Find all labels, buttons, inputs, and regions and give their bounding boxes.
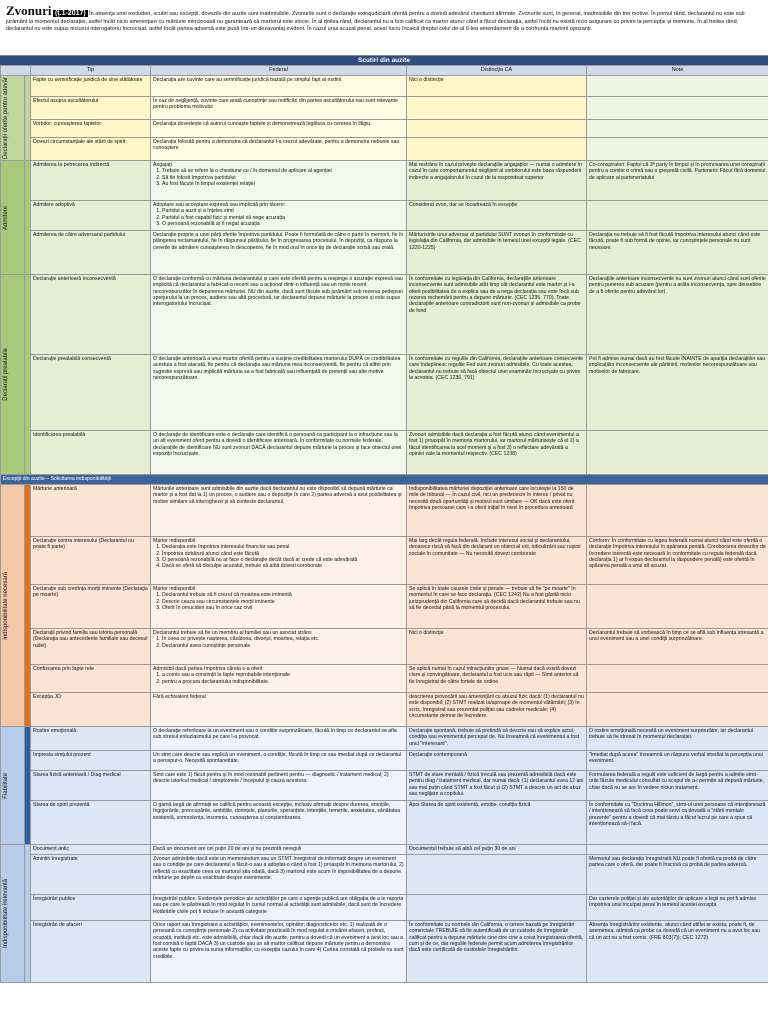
cell-federal: Mărturiile anterioare sunt admisibile din auzite dacă declarantul nu este disponibil să depună mărturie ca martor și a fost dat la 1) un proces, o audiere sau o depoziție în care 2) partea adversă a avut posibilitatea și motive similare să interogheze și să conteste declarantul. (151, 485, 407, 537)
table-row (1, 665, 768, 693)
cell-note: Conform: În conformitate cu legea federală numai atunci când este oferită o declarație împotriva interesului în apărarea penală. Coroborarea dovezilor de încredere inerentă este necesară în conformitate cu regula federală dacă declarația 1) ar fi expus declarantul la răspundere penală) este oferită în apărarea penală a unui alt acuzat. (587, 537, 768, 585)
cell-ca: STMT de stare mentală / fizică trecută sau prezentă admisibilă dacă este pentru diag / tratament medical, dar numai dacă: (1) declarantul avea 12 ani sau mai puțin când STMT a fost făcut și (2) STMT a descris un act de abuz sau neglijare a copilului. (407, 771, 587, 801)
category-text: Admitere (3, 205, 9, 230)
table-row (1, 161, 768, 201)
cell-federal: Orice raport sau înregistrare a activităților, evenimentelor, opiniilor, diagnosticelor etc. 1) realizată de o persoană cu cunoștințe personale 2) ca activitate practicată în mod regulat a oricărei afaceri, profesii, ocupații, instituții etc. este admisibilă, chiar dacă din auzite, pentru a dovedi că un eveniment a avut loc sau a fost comisă o faptă DACĂ 3) un custode sau un alt martor calificat depune mărturie pentru a demonstra aceste fapte cu privire la sursa informațiilor, cu excepția cazului în care 4) Curtea constată că probele nu sunt credibile. (151, 921, 407, 983)
cell-federal-item: 2. Să fie folosit împotriva partidului (162, 175, 404, 181)
table-row (1, 201, 768, 231)
cell-ca (407, 137, 587, 160)
cell-note: În conformitate cu "Doctrina Hillmon", stmt-ul unei persoane că intenționează / intenționează să facă ceva poate servi ca dovadă a "stării mentale prezente" pentru a dovedi că mai târziu a făcut lucrul pe care a spus că intenționează să-l facă. (587, 801, 768, 845)
cell-ca (407, 895, 587, 921)
table-row (1, 137, 768, 160)
table-row (1, 485, 768, 537)
cell-federal: O declarație de identificare este o declarație care identifică o persoană ca participant la o infracțiune sau la un alt eveniment oferit pentru a dovedi o identificare anterioară. În conformitate cu normele federale, declarațiile de identificare NU sunt zvonuri DACĂ declarantul depune mărturie la proces și face obiectul unei expoziții încrucișate. (151, 431, 407, 475)
cell-federal-item: 2. pentru a procura declarantului indisponibilitate. (162, 679, 404, 685)
category-label (1, 845, 25, 983)
cell-note: Memoriul sau declarația înregistrată NU poate fi oferită ca probă de către partea care o oferă, dar poate fi înscrisă ca probă de partea adversă. (587, 855, 768, 895)
cell-tip: Vorbitor: cunoașterea faptelor (31, 120, 151, 138)
cell-tip: Document antic (31, 845, 151, 855)
table-row (1, 76, 768, 97)
cell-federal: Un stmt care descrie sau explică un eveniment, o condiție, făcută în timp ce sau imediat după ce declarantul a perceput-o. Necesită spontaneitate. (151, 751, 407, 771)
page-title: Zvonuri (6, 3, 52, 18)
cell-ca: Declarație spontană, trebuie să pretindă să descrie sau să explice actul, condiția sau evenimentul perceput de. Nu înseamnă că evenimentul a fost unul "interesant". (407, 727, 587, 751)
cell-federal-item: 1. Partidul a auzit și a înțeles stmt (162, 208, 404, 214)
cell-federal-item: 1. În ceea ce privește nașterea, căsătoria, divorțul, moartea, relația etc. (162, 636, 404, 642)
cell-federal: Declarația dovedește că autorul cunoaște faptele și demonstrează legătura cu cererea în litigiu (151, 120, 407, 138)
cell-ca: Se aplică numai în cazul infracțiunilor grave — Numai dacă există dovezi clare și convingătoare, declarantul a fost ucis sau răpit — Stmt anterior să fie înregistrat de către fortele de ordine (407, 665, 587, 693)
cell-note: Declarația nu trebuie să fi fost făcută împotriva interesului atunci când este făcută, poate fi sub formă de opinie, iar cunoștințele personale nu sunt necesare. (587, 231, 768, 275)
table-row (1, 895, 768, 921)
cell-tip: Mărturie anterioară (31, 485, 151, 537)
cell-tip: Confiscarea prin fapte rele (31, 665, 151, 693)
cell-note: Formularea federală a regulii este suficient de largă pentru a admite stmt-urile făcute medicului consultat cu scopul de a-i permite să depună mărturie, chiar dacă nu se are în vedere niciun tratament. (587, 771, 768, 801)
cell-tip: Declarație anterioară inconsecventă (31, 275, 151, 355)
table-row (1, 727, 768, 751)
table-row (1, 629, 768, 665)
cell-ca: Se aplică în toate cauzele civile și penale — trebuie să fie "pe moarte" în momentul în care se face declarația. (CEC 1242) Nu a fost găsită nicio jurisprudență din California care să decidă dacă declarantul trebuie sau nu să fie decedat până la momentul procesului. (407, 585, 587, 629)
cell-note: Absența înregistrărilor existente, atunci când atitlei ar exista, poate fi, de asemenea, admisă ca probe ca dovadă că un eveniment nu a avut loc sau că un act nu a fost comis. (FRE 803(7)); CEC 1272) (587, 921, 768, 983)
cell-federal-item: 4. Dacă se oferă să disculpe acuzatul, trebuie să aibă dovezi coroborate (162, 563, 404, 569)
cell-federal: În caz de neglijență, cuvinte care arată cunoștințe sau notificări din partea ascultătorului sau sunt relevante pentru problema motivului (151, 96, 407, 119)
intro-text: În absența unei excluderi, scutiri sau excepții, dovezile din auzite sunt inadmisibile. Zvonurile sunt o declarație extrajudiciară oferită pentru a dovedi adevărul chestiunii afirmate. Zvonurile sunt, în general, inadmisibile din trei motive. În primul rând, declarantul nu este sub jurământ la momentul declarației, astfel încât nicio amenințare cu mărturie mincinoasă nu garantează că martorul este sincer. În al doilea rând, declarantul nu a fost calificat ca martor atunci când a făcut declarația, astfel încât nu există nicio asigurare cu privire la percepție și memorie. În al treilea rând, declarantul nu este supus niciunui interogatoriu încrucișat, astfel încât partea adversă este pusă într-un dezavantaj evident. În cazul unui acuzat penal, acest lucru încalcă dreptul celui de-al 6-lea amendament de a confrunta martorii opozanți. (6, 11, 745, 33)
col-tip: Tip (31, 66, 151, 76)
table-row (1, 537, 768, 585)
table-row (1, 771, 768, 801)
cell-tip: Starea de spirit prezentă (31, 801, 151, 845)
cell-ca: Mai larg decât regula federală. Include interesul social și declarantului, deoarece riscă să facă din declarant un obiect al urii, ridiculizării sau rușinii sociale în comunitate — Nu necesită dovezi coroborate (407, 537, 587, 585)
cell-tip: Dovezi circumstanțiale ale stării de spirit (31, 137, 151, 160)
cell-note (587, 96, 768, 119)
cell-federal: Declarația are cuvinte care au semnificație juridică bazată pe simplul fapt al rostirii. (151, 76, 407, 97)
cell-ca: Declarație contemporană (407, 751, 587, 771)
category-text: Fiabilitate (3, 772, 9, 799)
cell-federal: O declarație anterioară a unui martor oferită pentru a susține credibilitatea martorului DUPĂ ce credibilitatea acestuia a fost atacată, fie pentru că declarația sau mărturia mea inconsecventă, fie pentru că altfel prin sugestie expresă sau implicită mărturia sa a fost fabricată sau influențată de pretenții sau alte motive necorespunzătoare. (151, 355, 407, 431)
cell-ca: Zvonuri admisibile dacă declarația a fost făcută atunci când evenimentul a fost 1) proaspăt în memoria martorului, iar martorul mărturisește că el 2) a făcut identificarea la acel moment și a fost 3) o reflectare adevărată a opiniei sale la momentul respectiv. (CEC 1238) (407, 431, 587, 475)
header (0, 0, 768, 56)
cell-ca (407, 855, 587, 895)
cell-note: Declarantul trebuie să vorbească în timp ce se află sub influența stresantă a unui eveniment sau a unei condiții surprinzătoare. (587, 629, 768, 665)
cell-ca: descrierea provocării sau amenințării cu abuzul fizic dacă: (1) declarantul nu este disponibil; (2) STMT realizat la/aproape de momentul vătămării; (3) în scris, înregistrat sau prezentat poliției sau cadrelor medicale; (4) circumstanțe demne de încredere. (407, 693, 587, 727)
cell-federal-item: 2. Descrie cauza sau circumstanțele morții iminente (162, 599, 404, 605)
cell-tip: Declarație prealabilă consecventă (31, 355, 151, 431)
table-row (1, 355, 768, 431)
cell-note: "Imediat după aceea" înseamnă un răspuns verbal imediat la percepția unui eveniment. (587, 751, 768, 771)
section-subheader: Excepții din auzite – Solicitarea indisponibilității (1, 475, 768, 485)
cell-tip: Admiterea de către adversarul partidului (31, 231, 151, 275)
table-row (1, 231, 768, 275)
cell-ca: Indisponibilitatea mărturiei depoziției anterioare care locuiește la 150 de mile de tribunal — În cazul civil, nici un predecesor în interes / privat nu necesită două oportunități și motivul sunt similare — OK dacă este oferit împotriva persoanei care l-a oferit inițial în nivel în procedura anterioară (407, 485, 587, 537)
cell-note (587, 485, 768, 537)
cell-ca: Apoi Starea de spirit existentă, emoție, condiția fizică (407, 801, 587, 845)
cell-ca: Considerat zvon, dar se încadrează în excepție (407, 201, 587, 231)
cell-note: Pot fi admise numai dacă au fost făcute ÎNAINTE de apariția declarațiilor sau implicațiilor inconsecvente ale pârtinirii, motivelor necorespunzătoare sau motivelor de fabricare. (587, 355, 768, 431)
cell-tip: Declarație sub credința morții iminente (Declarația pe moarte) (31, 585, 151, 629)
cell-note (587, 585, 768, 629)
cell-federal: O gamă largă de afirmații se califică pentru această excepție, inclusiv afirmații despre durerea, emoțiile, îngrijorările, preocupările, ambițiile, dorințele, planurile, speranțele, intențiile, temerile, anxietatea, sănătatea existentă, somnolența, insomnia, cunoașterea și conștientizarea. (151, 801, 407, 845)
col-federal: Federal (151, 66, 407, 76)
cell-tip: Declarație contra interesului (Declarantul nu poate fi parte) (31, 537, 151, 585)
cell-tip: Starea fizică anterioară / Diag medical (31, 771, 151, 801)
year-badge: (ţ.1-2017) (54, 10, 86, 17)
table-row (1, 275, 768, 355)
cell-ca: Documentul trebuie să aibă cel puțin 30 de ani (407, 845, 587, 855)
cell-ca: În conformitate cu legislația din California, declarațiile anterioare inconsecvente sunt admisibile atât timp cât declarantul este martor și i-a oferit posibilitatea de a explica sau de a nega declarația sau este încă sub rezerva rechemării pentru a depune mărturie. (CEC 1235, 770). Toate declarațiile anterioare contradictorii sunt non-zvonuri și admisibile ca probe de fond (407, 275, 587, 355)
cell-federal: O declarație conformă cu mărturia declarantului și care este oferită pentru a respinge o acuzație expresă sau implicită că declarantul a fabricat-o recent sau a acționat dintr-o influență sau un motiv recent necorespunzător în depunerea mărturiei. NU din auzite, dacă sunt făcute sub jurământ sub rezerva pedepsei sperjurului la un proces, audiere sau altă procedură, iar declarantul depune mărturie la proces și este supus interogatoriului încrucișat. (151, 275, 407, 355)
col-note: Note (587, 66, 768, 76)
cell-tip: Efectul asupra ascultătorului (31, 96, 151, 119)
cell-federal (151, 201, 407, 231)
cell-federal-lead: Martor indisponibil (153, 586, 196, 593)
cell-tip: Admitere adoptivă (31, 201, 151, 231)
table-row (1, 693, 768, 727)
category-text: Declarații oferite pentru adevăr (3, 77, 9, 160)
cell-federal-item: 2. Partidul a fost capabil fizic și mental să nege acuzația (162, 215, 404, 221)
cell-federal: Dacă un document are cel puțin 20 de ani și nu prezintă nereguli (151, 845, 407, 855)
cell-federal-item: 1. Declarantul trebuie să fi crezut că moartea este iminentă (162, 592, 404, 598)
cell-federal (151, 629, 407, 665)
cell-federal-item: 1. Trebuie să se refere la o chestiune cu / în domeniul de aplicare al agenției (162, 168, 404, 174)
cell-note: Declarațiile anterioare inconsecvente nu sunt zvonuri atunci când sunt oferite pentru punerea sub acuzare (pentru a arăta inconsecvența, spre deosebire de a fi oferite pentru adevărul lor). (587, 275, 768, 355)
cell-ca: Mărturisirile unui adversar al partidului SUNT zvonuri în conformitate cu legislația din California, dar admisibile în temeiul unei excepții legale. (CEC 1220-1225) (407, 231, 587, 275)
cell-federal: Declarația folosită pentru a demonstra că declarantul l-a crezut adevărate, pentru a demonstra nebunie sau cunoaștere (151, 137, 407, 160)
cell-federal (151, 537, 407, 585)
cell-federal-item: 3. O persoană rezonabilă nu ar face o declarație decât dacă ar crede că este adevărată (162, 557, 404, 563)
cell-tip: Rostire emoțională (31, 727, 151, 751)
cell-federal-item: 3. Oferit în omucideri sau în orice caz civil (162, 605, 404, 611)
table-row (1, 801, 768, 845)
cell-federal-item: 1. Declarația este împotriva interesului financiar sau penal (162, 544, 404, 550)
table-row (1, 855, 768, 895)
cell-note: Co-conspiratori: Faptul că 3ª party în timpul și în promovarea unei conspirații pentru a comite o crimă sau o greșeală civilă. Partenerii: Făcut fără domeniul de aplicare al parteneriatului (587, 161, 768, 201)
cell-note (587, 665, 768, 693)
col-blank (1, 66, 31, 76)
col-ca: Distincția CA (407, 66, 587, 76)
cell-tip: Identificarea prealabilă (31, 431, 151, 475)
cell-tip: Fapte cu semnificație juridică de sine stătătoare (31, 76, 151, 97)
cell-tip: Declarații privind familia sau istoria personală (Declarația sau antecedente familiale sau decesul rudei) (31, 629, 151, 665)
category-text: Indisponibilitate irelevantă (3, 879, 9, 949)
cell-federal-item: 3. Au fost făcute în timpul existenței relației (162, 181, 404, 187)
cell-note: Dar cazierele poliției și ale autorităților de aplicare a legii nu pot fi admise împotriva unui inculpat penal în temeiul acestei excepții. (587, 895, 768, 921)
cell-federal-lead: Declarantul trebuie să fie un membru al familiei sau un asociat strâns (153, 630, 312, 637)
cell-federal: Înregistrări publice. Evidențele periodice ale activităților pe care o agenție publică are obligația de a le raporta sau pe care le păstrează în mod regulat în cursul normal al activității sunt admisibile, dacă sunt de încredere. Hotărârile civile pot fi incluse în această categorie (151, 895, 407, 921)
cell-tip: Admiterea la petrecerea indirectă (31, 161, 151, 201)
cell-note (587, 693, 768, 727)
category-label (1, 485, 25, 727)
table-row (1, 751, 768, 771)
cell-federal-lead: Adoptare sau acceptare expresă sau implicită prin tăcere: (153, 202, 286, 209)
cell-federal-item: 2. Împotriva dobânzii atunci când este făcută (162, 551, 404, 557)
table-row (1, 845, 768, 855)
cell-federal (151, 161, 407, 201)
cell-federal (151, 665, 407, 693)
cell-federal-lead: Angajați (153, 162, 172, 169)
cell-federal-item: 2. Declarantul avea cunoștințe personale (162, 643, 404, 649)
cell-tip: Impresia simțului prezent (31, 751, 151, 771)
table-row (1, 120, 768, 138)
cell-note (587, 76, 768, 97)
cell-ca: Mai restrâns în cazul privește declarațiile angajaților — numai o admitere în cazul în care comportamentul neglijent al vorbitorului este baza răspunderii indirecte a angajatorului în cazul de la respondeat superior (407, 161, 587, 201)
cell-tip: Înregistrări publice (31, 895, 151, 921)
category-label (1, 76, 25, 161)
table-row (1, 96, 768, 119)
cell-note (587, 431, 768, 475)
cell-ca (407, 96, 587, 119)
hearsay-table (0, 65, 768, 983)
cell-federal-item: 1. a comis sau a consimțit la fapte reprobabile intenționate (162, 672, 404, 678)
cell-tip: Înregistrări de afaceri (31, 921, 151, 983)
cell-note (587, 137, 768, 160)
cell-ca (407, 120, 587, 138)
cell-federal-lead: Martor indisponibil (153, 538, 196, 545)
cell-note (587, 201, 768, 231)
main-title: Scutiri din auzite (0, 56, 768, 65)
cell-note: O rostire emoțională necesită un eveniment surprinzător, iar declarantul trebuie să fie stresat în momentul declarației. (587, 727, 768, 751)
category-text: Declarații prealabile (3, 348, 9, 401)
cell-federal: Stmt care este 1) făcut pentru și în mod rezonabil pertinent pentru — diagnostic / tratament medical; 2) descrie istoricul medical / simptomele / începutul și cauza acestora. (151, 771, 407, 801)
cell-ca: În conformitate cu normele din California, o cerere bazată pe înregistrări comerciale TREBUIE să fie autentificată de un custode de înregistrări calificat pentru a depune mărturie cine ctre cine a creat înregistrarea oferită, cum și de ce, dar regulile federale permit acum admiterea înregistrărilor dacă este certificată de custodele înregistrărilor. (407, 921, 587, 983)
cell-note (587, 120, 768, 138)
cell-ca: Nici o distincție (407, 76, 587, 97)
category-text: Indisponibilitate necesară (3, 571, 9, 640)
category-label (1, 275, 25, 475)
cell-federal-item: 3. O persoană rezonabilă ar fi negat acuzația (162, 221, 404, 227)
cell-federal: O declarație referitoare la un eveniment sau o condiție surprinzătoare, făcută în timp ce declarantul se afla sub stresul entuziasmului pe care l-a provocat. (151, 727, 407, 751)
cell-note (587, 845, 768, 855)
cell-federal (151, 585, 407, 629)
cell-tip: Excepția JO (31, 693, 151, 727)
table-body (1, 76, 768, 983)
table-row (1, 921, 768, 983)
cell-federal-lead: Admisibil dacă partea împotriva căreia s-a oferit (153, 666, 263, 673)
cell-tip: Amintiri înregistrate (31, 855, 151, 895)
cell-ca: În conformitate cu regulile din California, declarațiile anterioare consecvente care îndeplinesc regulile Fed sunt zvonuri admisibile. Cu toate acestea, declarantul nu trebuie să facă obiectul unei examinări încrucișate cu privire la acestea. (CEC 1236, 791) (407, 355, 587, 431)
cell-ca: Nici o distincție (407, 629, 587, 665)
table-row (1, 431, 768, 475)
table-row (1, 585, 768, 629)
category-label (1, 161, 25, 275)
category-label (1, 727, 25, 845)
cell-federal: Fără echivalent federal (151, 693, 407, 727)
cell-federal: Zvonuri admisibile dacă este un memorandum sau un STMT înregistrat de informații despre un eveniment sau o condiție pe care declarantul a făcut-o sau a adoptat-o când a fost 1) proaspăt în memoria martorului, 2) reflectă cu exactitate ceea ce martorul știa odată, dacă 3) martorul este acum în imposibilitatea de a depune mărturie pe deplin cu exactitate despre evenimente. (151, 855, 407, 895)
cell-federal: Declarație proprie a unei părți oferite împotriva partidului. Poate fi formulată de către o parte în memorii, fie în plângerea reclamantului, fie în răspunsul pârâtului, fie în progresarea procesului, în depoziții, ca răspuns la cererile de admitere cunoașterea în descoperire, fie în mod oral în orice tip de declarație scrisă sau orală. (151, 231, 407, 275)
